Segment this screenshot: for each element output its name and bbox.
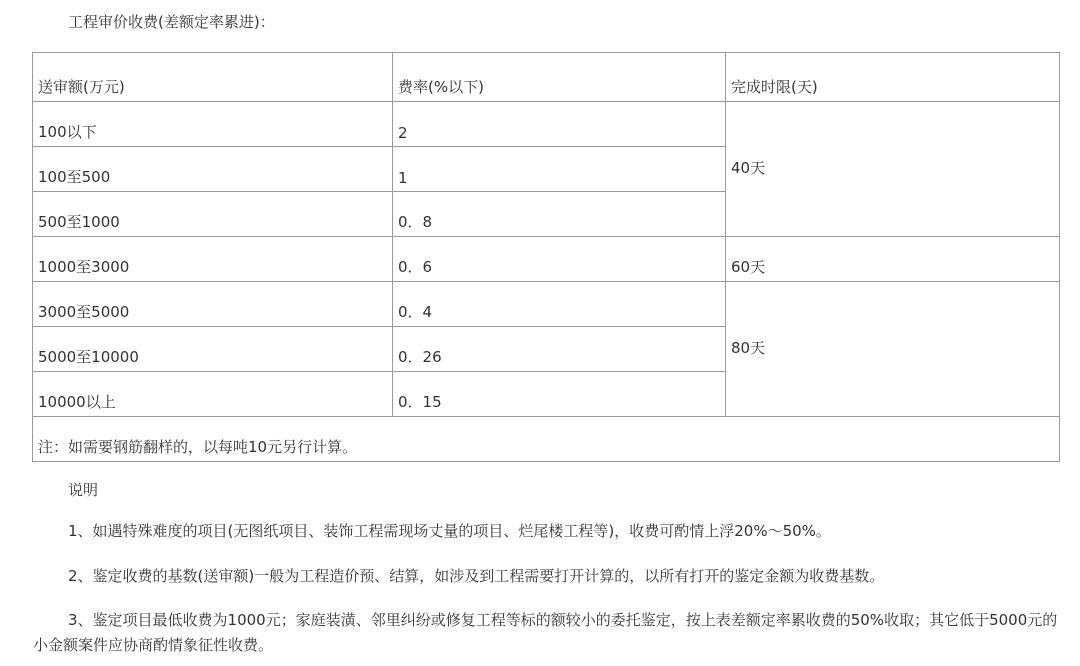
explanation-item-1: 1、如遇特殊难度的项目(无图纸项目、装饰工程需现场丈量的项目、烂尾楼工程等)，收费可酌情上浮20%～50%。 [68, 522, 831, 540]
rate-cell: 0．6 [393, 237, 726, 282]
explanation-heading: 说明 [68, 481, 99, 499]
amount-cell: 5000至10000 [33, 327, 393, 372]
table-note: 注：如需要钢筋翻样的，以每吨10元另行计算。 [33, 417, 1060, 462]
amount-cell: 1000至3000 [33, 237, 393, 282]
rate-cell: 1 [393, 147, 726, 192]
fee-table [32, 52, 1060, 462]
table-row [33, 282, 1060, 327]
amount-cell: 10000以上 [33, 372, 393, 417]
rate-cell: 0．8 [393, 192, 726, 237]
table-row [33, 102, 1060, 147]
rate-cell: 0．4 [393, 282, 726, 327]
table-note-row [33, 417, 1060, 462]
rate-cell: 0．15 [393, 372, 726, 417]
explanation-item-3: 3、鉴定项目最低收费为1000元；家庭装潢、邻里纠纷或修复工程等标的额较小的委托鉴定，按上表差额定率累收费的50%收取；其它低于5000元的小金额案件应协商酌情象征性收费。 [33, 611, 1058, 654]
header-duration: 完成时限(天) [726, 53, 1060, 102]
rate-cell: 0．26 [393, 327, 726, 372]
duration-cell: 60天 [726, 237, 1060, 282]
duration-cell: 40天 [726, 102, 1060, 237]
amount-cell: 3000至5000 [33, 282, 393, 327]
rate-cell: 2 [393, 102, 726, 147]
amount-cell: 100至500 [33, 147, 393, 192]
page-title: 工程审价收费(差额定率累进)： [68, 13, 275, 31]
table-header-row [33, 53, 1060, 102]
duration-cell: 80天 [726, 282, 1060, 417]
amount-cell: 500至1000 [33, 192, 393, 237]
header-rate: 费率(%以下) [393, 53, 726, 102]
explanation-item-2: 2、鉴定收费的基数(送审额)一般为工程造价预、结算，如涉及到工程需要打开计算的，以所有打开的鉴定金额为收费基数。 [68, 567, 885, 585]
amount-cell: 100以下 [33, 102, 393, 147]
header-amount: 送审额(万元) [33, 53, 393, 102]
table-row [33, 237, 1060, 282]
